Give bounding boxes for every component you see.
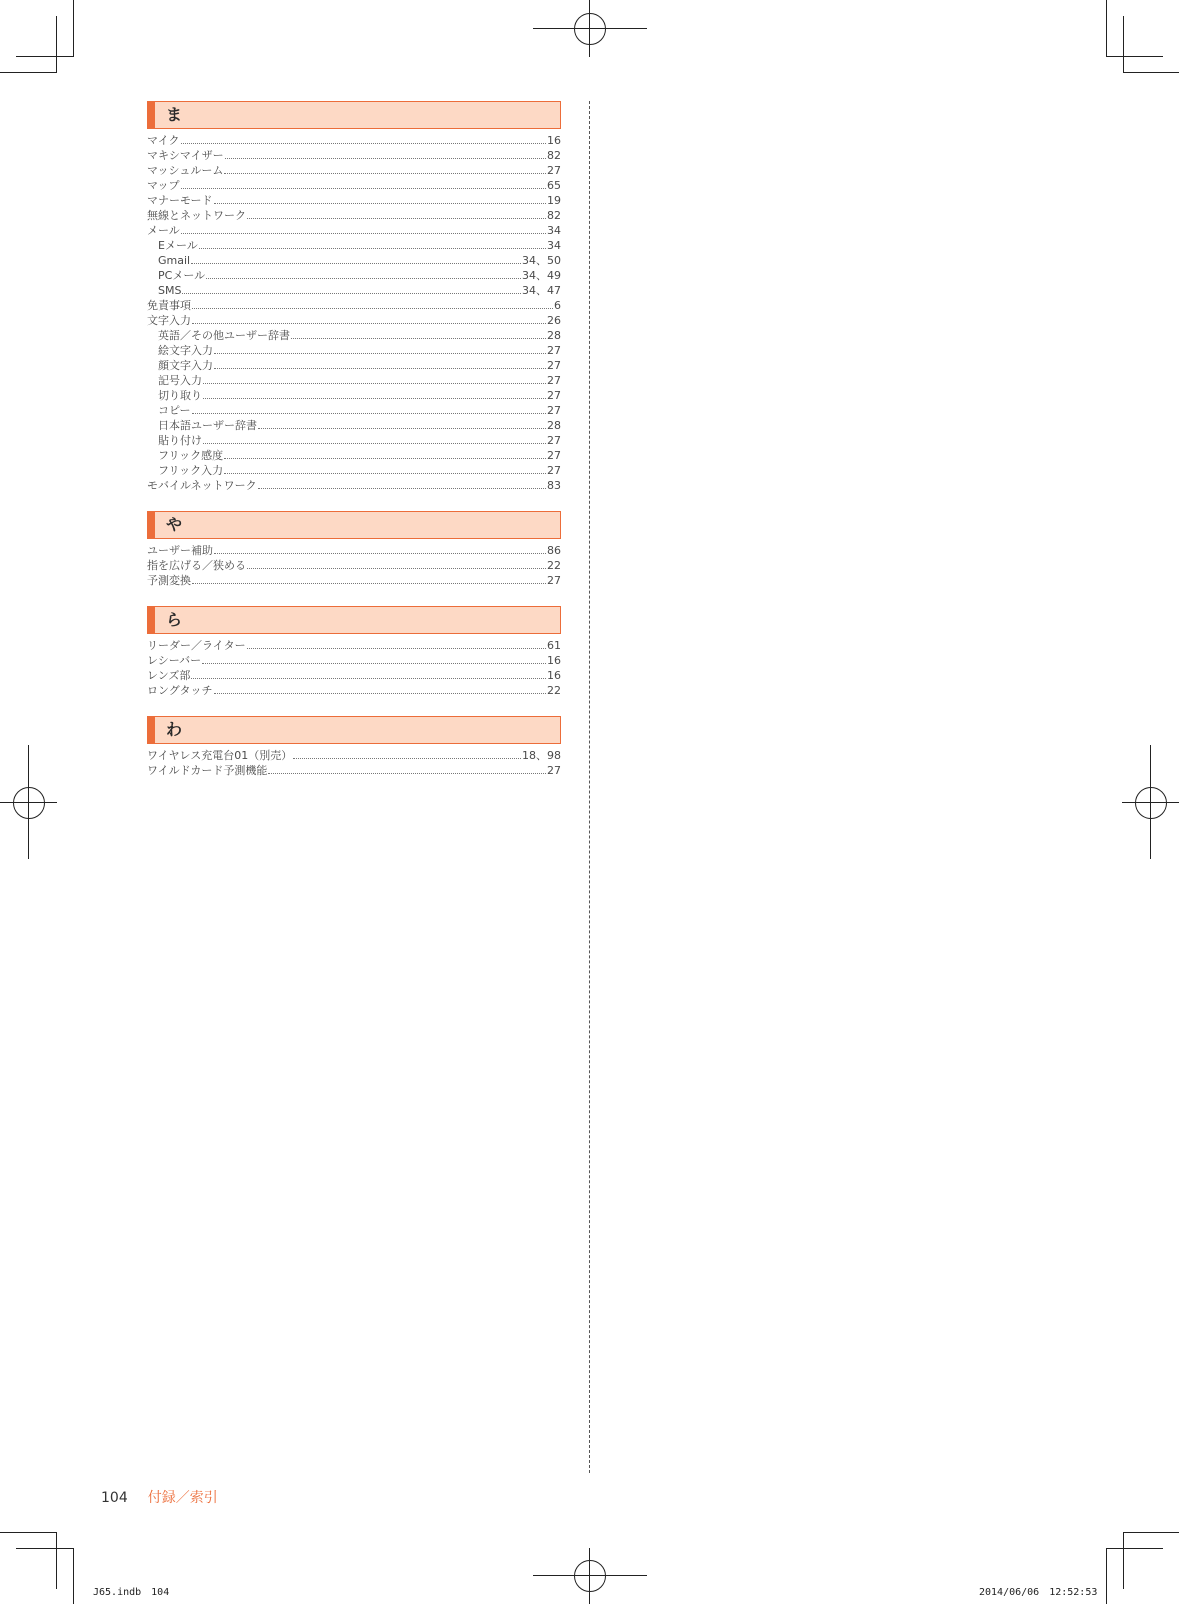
entry-label: 文字入力: [147, 314, 191, 327]
chapter-title: 付録／索引: [147, 1490, 218, 1506]
entry-page: 82: [547, 209, 561, 222]
index-entry: [147, 638, 561, 653]
section-header: [147, 606, 561, 634]
index-entry: [147, 208, 561, 223]
index-subentry: [147, 463, 561, 478]
entry-label: SMS: [158, 284, 182, 297]
entry-label: ユーザー補助: [147, 544, 213, 557]
entry-page: 16: [547, 669, 561, 682]
leader-dots: [203, 383, 546, 384]
leader-dots: [214, 203, 546, 204]
leader-dots: [206, 278, 521, 279]
entry-page: 34、49: [522, 269, 561, 282]
entry-label: モバイルネットワーク: [147, 479, 257, 492]
entry-label: Eメール: [158, 239, 198, 252]
index-subentry: [147, 268, 561, 283]
entry-label: 免責事項: [147, 299, 191, 312]
entry-page: 27: [547, 344, 561, 357]
leader-dots: [247, 568, 546, 569]
leader-dots: [214, 693, 546, 694]
index-entry: [147, 653, 561, 668]
entry-label: 絵文字入力: [158, 344, 213, 357]
entry-label: マップ: [147, 179, 180, 192]
leader-dots: [258, 488, 546, 489]
leader-dots: [181, 143, 546, 144]
index-section: [147, 101, 561, 493]
entry-label: PCメール: [158, 269, 206, 282]
entry-label: ワイヤレス充電台01（別売）: [147, 749, 293, 762]
entry-label: レシーバー: [147, 654, 202, 667]
entry-page: 27: [547, 574, 561, 587]
entry-page: 65: [547, 179, 561, 192]
index-subentry: [147, 403, 561, 418]
entry-page: 34: [547, 239, 561, 252]
section-header-tab: [147, 101, 155, 129]
entry-label: 切り取り: [158, 389, 202, 402]
index-entry: [147, 163, 561, 178]
entry-page: 27: [547, 164, 561, 177]
index-entry: [147, 558, 561, 573]
entry-label: ワイルドカード予測機能: [147, 764, 268, 777]
entry-page: 27: [547, 359, 561, 372]
leader-dots: [268, 773, 546, 774]
index-entry: [147, 478, 561, 493]
index-entry: [147, 298, 561, 313]
section-header: [147, 511, 561, 539]
entry-page: 22: [547, 559, 561, 572]
entry-page: 28: [547, 329, 561, 342]
leader-dots: [214, 353, 546, 354]
index-entry: [147, 133, 561, 148]
section-header-tab: [147, 606, 155, 634]
entry-label: 顔文字入力: [158, 359, 213, 372]
entry-page: 27: [547, 449, 561, 462]
entry-page: 83: [547, 479, 561, 492]
leader-dots: [182, 293, 521, 294]
entry-label: ロングタッチ: [147, 684, 213, 697]
leader-dots: [203, 443, 546, 444]
entry-page: 27: [547, 374, 561, 387]
entry-label: マイク: [147, 134, 180, 147]
leader-dots: [199, 248, 546, 249]
entry-label: 日本語ユーザー辞書: [158, 419, 257, 432]
entry-page: 61: [547, 639, 561, 652]
entry-page: 27: [547, 404, 561, 417]
entry-label: Gmail: [158, 254, 191, 267]
entry-label: マキシマイザー: [147, 149, 224, 162]
entry-page: 22: [547, 684, 561, 697]
slug-timestamp: 2014/06/06 12:52:53: [979, 1587, 1098, 1598]
leader-dots: [293, 758, 521, 759]
index-subentry: [147, 253, 561, 268]
section-header: [147, 101, 561, 129]
index-entry: [147, 178, 561, 193]
leader-dots: [224, 458, 546, 459]
entry-label: フリック感度: [158, 449, 224, 462]
slug-file: J65.indb 104: [93, 1587, 170, 1598]
leader-dots: [202, 663, 546, 664]
page-footer: [101, 1487, 218, 1507]
section-header: [147, 716, 561, 744]
leader-dots: [192, 323, 546, 324]
section-header-tab: [147, 511, 155, 539]
index-subentry: [147, 358, 561, 373]
entry-page: 18、98: [522, 749, 561, 762]
entry-page: 16: [547, 654, 561, 667]
index-entry: [147, 668, 561, 683]
entry-label: 無線とネットワーク: [147, 209, 246, 222]
leader-dots: [214, 553, 546, 554]
entry-page: 34、50: [522, 254, 561, 267]
index-subentry: [147, 388, 561, 403]
index-entry: [147, 148, 561, 163]
index-section: [147, 511, 561, 588]
entry-label: リーダー／ライター: [147, 639, 246, 652]
entry-page: 27: [547, 764, 561, 777]
entry-label: 指を広げる／狭める: [147, 559, 246, 572]
entry-label: 英語／その他ユーザー辞書: [158, 329, 290, 342]
index-column: [147, 101, 561, 796]
index-entry: [147, 313, 561, 328]
index-section: [147, 716, 561, 778]
index-entry: [147, 763, 561, 778]
entry-label: 予測変換: [147, 574, 191, 587]
leader-dots: [192, 308, 553, 309]
entry-page: 26: [547, 314, 561, 327]
entry-label: フリック入力: [158, 464, 224, 477]
entry-page: 34、47: [522, 284, 561, 297]
index-entry: [147, 683, 561, 698]
entry-page: 34: [547, 224, 561, 237]
section-header-tab: [147, 716, 155, 744]
entry-page: 28: [547, 419, 561, 432]
entry-label: マナーモード: [147, 194, 213, 207]
index-subentry: [147, 343, 561, 358]
leader-dots: [214, 368, 546, 369]
index-entry: [147, 573, 561, 588]
section-kana: や: [166, 515, 183, 534]
index-subentry: [147, 433, 561, 448]
leader-dots: [258, 428, 546, 429]
entry-label: マッシュルーム: [147, 164, 224, 177]
leader-dots: [192, 413, 546, 414]
leader-dots: [225, 158, 546, 159]
index-subentry: [147, 373, 561, 388]
leader-dots: [224, 173, 546, 174]
leader-dots: [203, 398, 546, 399]
index-entry: [147, 543, 561, 558]
index-subentry: [147, 418, 561, 433]
entry-label: コピー: [158, 404, 191, 417]
entry-label: 貼り付け: [158, 434, 202, 447]
entry-label: メール: [147, 224, 180, 237]
leader-dots: [191, 263, 521, 264]
index-entry: [147, 193, 561, 208]
index-subentry: [147, 328, 561, 343]
page-number: 104: [101, 1490, 128, 1506]
section-kana: ま: [166, 105, 183, 124]
index-entry: [147, 748, 561, 763]
entry-page: 27: [547, 464, 561, 477]
index-section: [147, 606, 561, 698]
entry-page: 19: [547, 194, 561, 207]
leader-dots: [247, 648, 546, 649]
leader-dots: [291, 338, 546, 339]
entry-label: 記号入力: [158, 374, 202, 387]
leader-dots: [224, 473, 546, 474]
leader-dots: [181, 233, 546, 234]
index-subentry: [147, 238, 561, 253]
entry-page: 82: [547, 149, 561, 162]
index-subentry: [147, 448, 561, 463]
index-subentry: [147, 283, 561, 298]
entry-page: 27: [547, 389, 561, 402]
section-kana: わ: [166, 720, 183, 739]
leader-dots: [192, 583, 546, 584]
entry-page: 6: [554, 299, 561, 312]
entry-page: 27: [547, 434, 561, 447]
section-kana: ら: [166, 610, 183, 629]
leader-dots: [191, 678, 546, 679]
index-entry: [147, 223, 561, 238]
leader-dots: [247, 218, 546, 219]
leader-dots: [181, 188, 546, 189]
entry-page: 86: [547, 544, 561, 557]
entry-page: 16: [547, 134, 561, 147]
column-divider: [589, 101, 590, 1473]
entry-label: レンズ部: [147, 669, 191, 682]
